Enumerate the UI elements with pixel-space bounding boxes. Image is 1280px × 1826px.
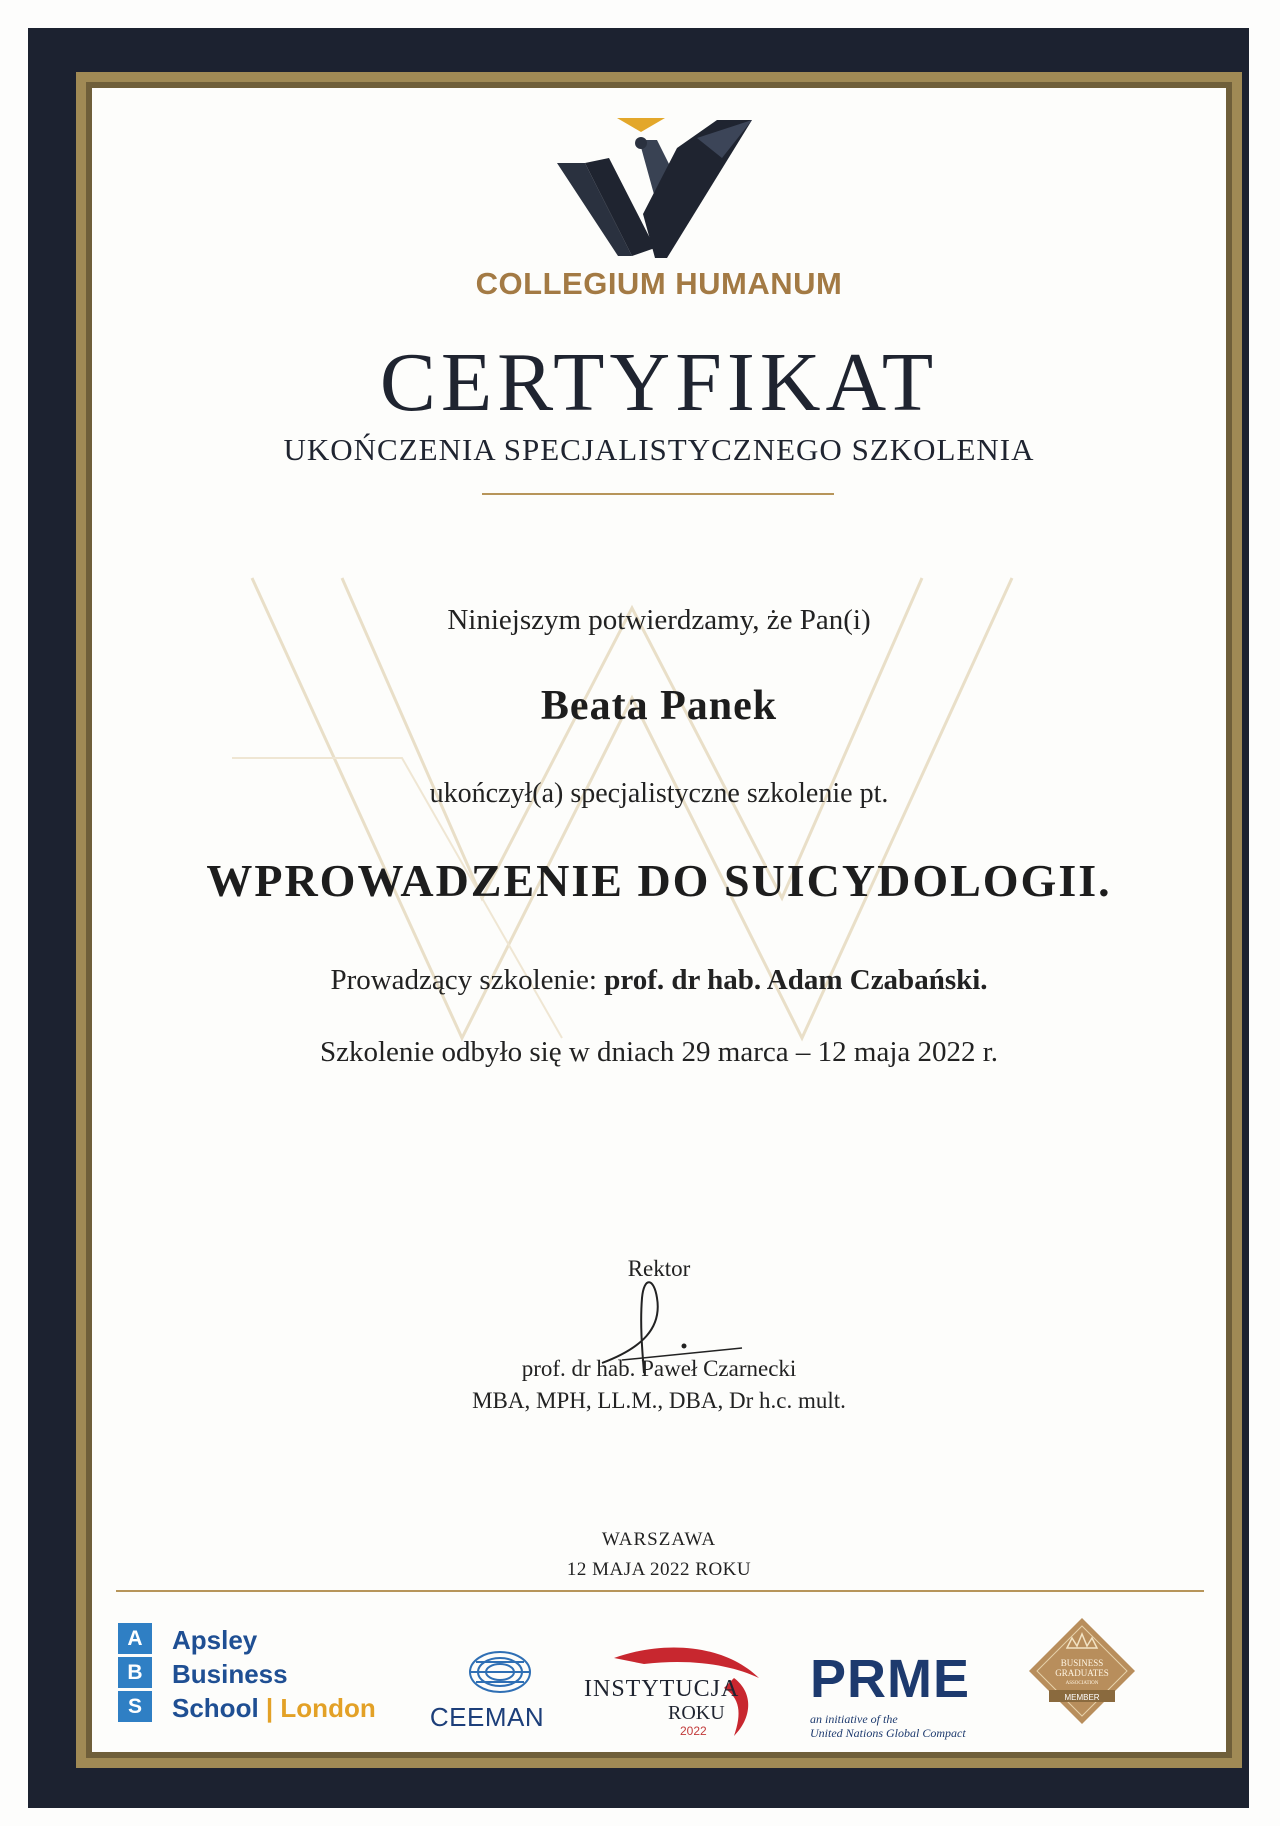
abs-name — [172, 1623, 376, 1725]
certificate-subtitle: UKOŃCZENIA SPECJALISTYCZNEGO SZKOLENIA — [283, 432, 1035, 467]
ceeman-label: CEEMAN — [429, 1702, 545, 1732]
issue-city: WARSZAWA — [601, 1529, 717, 1550]
award-year: 2022 — [680, 1724, 707, 1738]
instytucja-roku-logo — [584, 1638, 774, 1738]
institution-name: COLLEGIUM HUMANUM — [475, 266, 843, 301]
lecturer-name: prof. dr hab. Adam Czabański. — [604, 964, 988, 996]
abs-line3-london: London — [280, 1693, 376, 1723]
abs-separator: | — [265, 1693, 274, 1723]
course-title: WPROWADZENIE DO SUICYDOLOGII. — [206, 855, 1112, 906]
prme-tagline-line2: United Nations Global Compact — [810, 1726, 966, 1740]
signatory-role: Rektor — [627, 1256, 691, 1281]
footer-divider — [116, 1590, 1204, 1592]
bga-line1: BUSINESS — [1060, 1658, 1104, 1668]
abs-letter: A — [118, 1623, 152, 1654]
certificate-title: CERTYFIKAT — [379, 336, 939, 429]
signatory-titles: MBA, MPH, LL.M., DBA, Dr h.c. mult. — [472, 1388, 846, 1413]
lecturer-label: Prowadzący szkolenie: — [330, 964, 605, 996]
prme-tagline-line1: an initiative of the — [810, 1712, 898, 1726]
apsley-business-school-logo — [118, 1623, 388, 1723]
globe-icon — [422, 1644, 552, 1700]
intro-text: Niniejszym potwierdzamy, że Pan(i) — [447, 604, 871, 636]
prme-label: PRME — [810, 1649, 971, 1709]
instytucja-label: INSTYTUCJA — [584, 1676, 740, 1702]
abs-line3 — [172, 1691, 376, 1725]
ceeman-logo — [422, 1644, 552, 1734]
abs-line3-school: School — [172, 1693, 259, 1723]
abs-letter-blocks — [118, 1623, 152, 1723]
abs-line1: Apsley — [172, 1625, 258, 1655]
prme-logo — [810, 1648, 980, 1738]
abs-letter: B — [118, 1657, 152, 1688]
issue-date: 12 MAJA 2022 ROKU — [566, 1559, 752, 1580]
bga-member: MEMBER — [1064, 1693, 1100, 1702]
business-graduates-association-badge-icon — [1027, 1616, 1137, 1726]
recipient-name: Beata Panek — [540, 683, 778, 729]
bga-line2: GRADUATES — [1055, 1668, 1109, 1678]
collegium-humanum-logo-icon — [547, 118, 767, 258]
signatory-name: prof. dr hab. Paweł Czarnecki — [521, 1356, 797, 1381]
prme-tagline — [810, 1712, 966, 1740]
title-divider — [482, 493, 834, 495]
training-dates: Szkolenie odbyło się w dniach 29 marca – 12 maja 2022 r. — [319, 1036, 999, 1068]
lecturer-line — [92, 964, 1226, 997]
bga-line3: ASSOCIATION — [1065, 1681, 1099, 1686]
abs-line2: Business — [172, 1659, 288, 1689]
abs-letter: S — [118, 1691, 152, 1722]
roku-label: ROKU — [668, 1702, 725, 1724]
completion-text: ukończył(a) specjalistyczne szkolenie pt. — [429, 778, 889, 809]
certificate-sheet — [92, 88, 1226, 1752]
